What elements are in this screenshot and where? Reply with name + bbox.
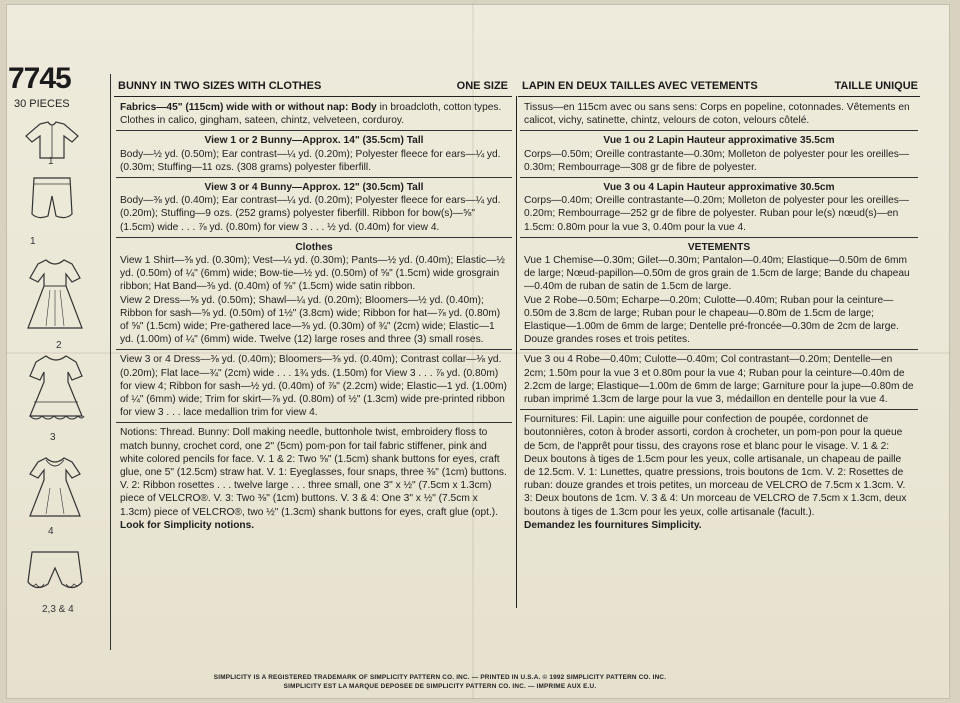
vetements-v1: Vue 1 Chemise—0.30m; Gilet—0.30m; Pantalon—0.40m; Elastique—0.50m de 6mm de large; Nœud-papillon—0.50m de gros grain de 1.5cm de large; Bande du chapeau—0.40m de ruban de satin de 1.5cm de large.: [524, 255, 910, 293]
lapin-v34-text: Corps—0.40m; Oreille contrastante—0.20m; Molleton de polyester pour les oreilles—0.20m; Rembourrage—252 gr de fibre de polyester. Ruban pour le(s) nœud(s)—en 1.5cm: 0.80m pour la vue 3, 0.40m pour la vue 4.: [524, 195, 910, 233]
vetements-v34-section: [520, 350, 918, 410]
fournitures-text: Fournitures: Fil. Lapin: une aiguille pour confection de poupée, cordonnet de boutonnières, coton à broder assorti, cordon à crocheter, un pom-pon pour la queue de 5cm, de l'apprêt pour tissu, des crayons rose et blanc pour le visage. V. 1 & 2: Deux boutons à tiges de 1.5cm pour les yeux, colle artisanale, un chapeau de paille de 12.5cm. V. 1: Lunettes, quatre pressions, trois boutons de 1cm. V. 2: Rosettes de ruban: douze grandes et trois petites, un morceau de VELCRO de 7.5cm x 1.3cm. V. 3: Deux boutons de 1cm. V. 3 & 4: Un morceau de VELCRO de 7.5cm x 1.3cm, deux boutons à tiges de 1.3cm pour les yeux, colle artisanale (facult.).: [524, 414, 907, 518]
thumb-label: 2: [56, 340, 62, 351]
vetements-section: [520, 238, 918, 351]
demandez-fournitures: Demandez les fournitures Simplicity.: [524, 519, 702, 531]
bunny-v34-section: [116, 178, 512, 238]
clothes-v34-section: [116, 350, 512, 423]
column-divider: [516, 96, 517, 608]
notions-section: [116, 423, 512, 535]
clothes-v2: View 2 Dress—⅝ yd. (0.50m); Shawl—¼ yd. (0.20m); Bloomers—½ yd. (0.40m); Ribbon for sash—⅝ yd. (0.50m) of 1½" (3.8cm) wide; Ribbon for hat—⅞ yd. (0.80m) of ⅝" (1.5cm) wide; Pre-gathered lace—⅜ yd. (0.30m) of ¾" (2cm) wide; Elastic—1 yd. (1.00m) of ¼" (6mm) wide. Twelve (12) large roses and three (3) small roses.: [120, 294, 501, 346]
thumb-label: 3: [50, 432, 56, 443]
ruffled-dress-icon: [22, 350, 90, 430]
vetements-v2: Vue 2 Robe—0.50m; Echarpe—0.20m; Culotte—0.40m; Ruban pour la ceinture—0.50m de 3.8cm de large; Ruban pour le chapeau—0.80m de 1.5cm de large; Elastique—1.00m de 6mm de large; Dentelle pré-froncée—0.30m de 2cm de large. Douze grandes roses et trois petites.: [524, 294, 899, 346]
thumb-label: 4: [48, 526, 54, 537]
piece-count: 30 PIECES: [14, 98, 70, 110]
lapin-v34-heading: Vue 3 ou 4 Lapin Hauteur approximative 30.5cm: [603, 182, 835, 194]
fabrics-text: in broadcloth, cotton types. Clothes in calico, gingham, sateen, chintz, velveteen, corduroy.: [120, 102, 502, 127]
dress-icon: [20, 256, 90, 336]
lapin-v34-section: [520, 178, 918, 238]
thumb-label: 1: [30, 236, 36, 247]
bunny-v34-heading: View 3 or 4 Bunny—Approx. 12" (30.5cm) Tall: [204, 182, 424, 194]
notions-text: Notions: Thread. Bunny: Doll making needle, buttonhole twist, embroidery floss to match bunny, crochet cord, one 2" (5cm) pom-pon for tail fabric stiffener, pink and white colored pencils for face. V. 1 & 2: Two ⅝" (1.5cm) shank buttons for eyes, craft glue, one 5" (12.5cm) straw hat. V. 1: Eyeglasses, four snaps, three ⅜" (1cm) buttons. V. 2: Ribbon rosettes . . . twelve large . . . three small, one 3" x ½" (7.5cm x 1.3cm) piece of VELCRO®. V. 3: Two ⅜" (1cm) buttons. V. 3 & 4: One 3" x ½" (7.5cm x 1.3cm) piece of VELCRO®, two ½" (1.3cm) shank buttons for eyes, craft glue (opt.).: [120, 427, 507, 518]
pattern-number: 7745: [8, 62, 71, 95]
trademark-footer: [160, 674, 720, 691]
bunny-v12-text: Body—½ yd. (0.50m); Ear contrast—¼ yd. (0.20m); Polyester fleece for ears—¼ yd. (0.30m; Stuffing—11 ozs. (308 grams) polyester fiberfill.: [120, 148, 501, 173]
thumb-label: 1: [48, 156, 54, 167]
look-for-notions: Look for Simplicity notions.: [120, 519, 255, 531]
english-column: [116, 98, 512, 535]
french-size: TAILLE UNIQUE: [834, 80, 918, 92]
fabrics-label: Fabrics—45" (115cm) wide with or without nap: Body: [120, 102, 377, 113]
clothes-heading: Clothes: [295, 241, 333, 253]
lapin-v12-text: Corps—0.50m; Oreille contrastante—0.30m; Molleton de polyester pour les oreilles—0.30m; Rembourrage—308 gr de fibre de polyester.: [524, 148, 910, 173]
french-header: [518, 78, 920, 97]
clothes-section: [116, 238, 512, 351]
footer-line-1: SIMPLICITY IS A REGISTERED TRADEMARK OF SIMPLICITY PATTERN CO. INC. — PRINTED IN U.S.A. © 1992 SIMPLICITY PATTERN CO. INC.: [213, 674, 667, 681]
fabrics-section: [116, 98, 512, 131]
collar-dress-icon: [24, 452, 86, 524]
french-column: [520, 98, 918, 535]
vetements-v34: Vue 3 ou 4 Robe—0.40m; Culotte—0.40m; Col contrastant—0.20m; Dentelle—en 2cm; 1.50m pour la vue 3 et 0.80m pour la vue 4; Ruban pour la ceinture—0.40m de 2.2cm de large; Elastique—1.00m de 6mm de large; Garniture pour la jupe—0.80m de ruban imprimé 1.3cm de large pour la vue 3, médaillon en dentelle pour la vue 4.: [524, 354, 914, 406]
english-size: ONE SIZE: [456, 80, 508, 92]
english-header: [114, 78, 512, 97]
sidebar-divider: [110, 74, 111, 650]
english-title: BUNNY IN TWO SIZES WITH CLOTHES: [118, 80, 322, 92]
fournitures-section: [520, 410, 918, 535]
clothes-v1: View 1 Shirt—⅜ yd. (0.30m); Vest—¼ yd. (0.30m); Pants—½ yd. (0.40m); Elastic—½ yd. (0.50m) of ¼" (6mm) wide; Bow-tie—½ yd. (0.50m) of ⅝" (1.5cm) wide grosgrain ribbon; Hat Band—⅜ yd. (0.40m) of ⅝" (1.5cm) wide satin ribbon.: [120, 255, 505, 293]
bunny-v12-heading: View 1 or 2 Bunny—Approx. 14" (35.5cm) Tall: [204, 135, 424, 147]
vetements-heading: VETEMENTS: [687, 241, 751, 253]
lapin-v12-section: [520, 131, 918, 178]
pants-icon: [26, 174, 78, 226]
bloomers-icon: [24, 546, 86, 598]
french-title: LAPIN EN DEUX TAILLES AVEC VETEMENTS: [522, 80, 758, 92]
thumb-label: 2,3 & 4: [42, 604, 74, 615]
clothes-v34: View 3 or 4 Dress—⅜ yd. (0.40m); Bloomers—⅜ yd. (0.40m); Contrast collar—⅛ yd. (0.20m); Flat lace—¾" (2cm) wide . . . 1¾ yds. (1.50m) for View 3 . . . ⅞ yd. (0.80m) for view 4; Ribbon for sash—½ yd. (0.40m) of ⅞" (2.2cm) wide; Elastic—1 yd. (1.00m) of ¼" (6mm) wide; Trim for skirt—⅞ yd. (0.80m) of ½" (1.3cm) wide pre-printed ribbon for view 3 . . . lace medallion trim for view 4.: [120, 354, 507, 419]
footer-line-2: SIMPLICITY EST LA MARQUE DEPOSEE DE SIMPLICITY PATTERN CO. INC. — IMPRIME AUX E.U.: [283, 682, 597, 690]
lapin-v12-heading: Vue 1 ou 2 Lapin Hauteur approximative 35.5cm: [603, 135, 835, 147]
bunny-v34-text: Body—⅜ yd. (0.40m); Ear contrast—¼ yd. (0.20m); Polyester fleece for ears—¼ yd. (0.20m); Stuffing—9 ozs. (252 grams) polyester fiberfill. Ribbon for bow(s)—⅝" (1.5cm) wide . . . ⅞ yd. (0.80m) for view 3 . . . ½ yd. (0.40m) for view 4.: [120, 195, 501, 233]
tissus-section: [520, 98, 918, 131]
tissus-text: Tissus—en 115cm avec ou sans sens: Corps en popeline, cotonnades. Vêtements en calicot, vichy, satinette, chintz, velours de coton, velours côtelé.: [524, 102, 910, 127]
bunny-v12-section: [116, 131, 512, 178]
